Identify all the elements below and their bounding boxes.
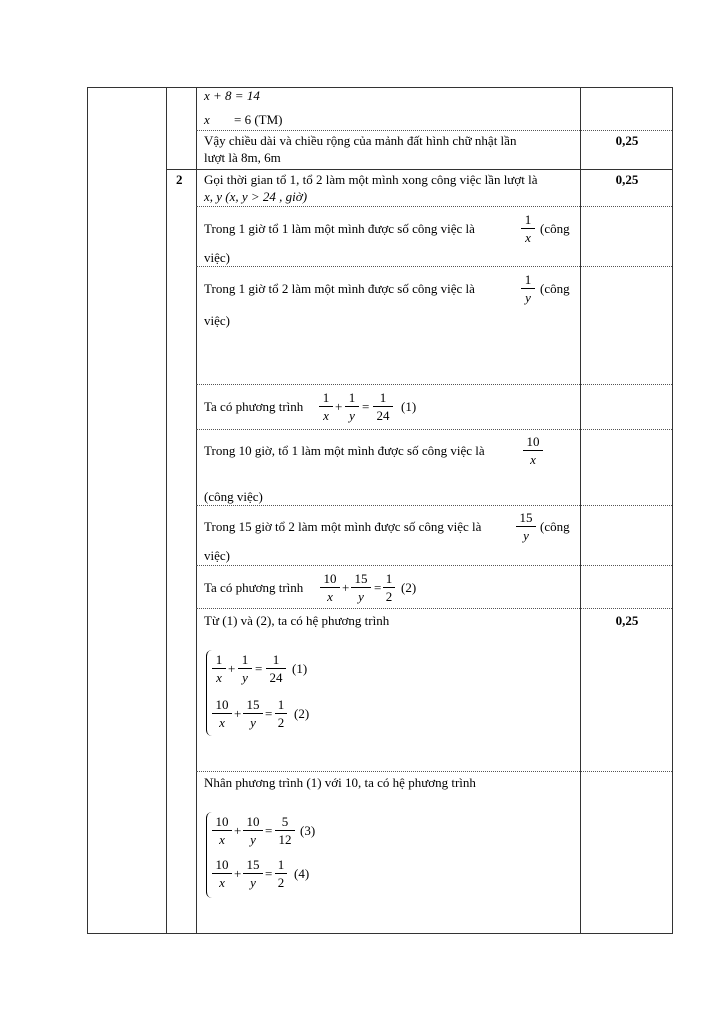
fifteen-unit: (công (540, 519, 570, 534)
denominator: x (219, 875, 225, 890)
intro-line-1: Gọi thời gian tổ 1, tổ 2 làm một mình xong công việc lần lượt là (204, 172, 538, 187)
numerator: 1 (272, 652, 280, 667)
row-separator (196, 505, 672, 506)
denominator: x (323, 408, 329, 423)
fifteen-hours-text: Trong 15 giờ tổ 2 làm một mình được số công việc là (204, 519, 482, 534)
fraction-15-over-y (243, 697, 263, 730)
denominator: y (349, 408, 355, 423)
denominator: x (327, 589, 333, 604)
score-cell: 0,25 (615, 133, 639, 148)
numerator: 15 (519, 510, 533, 525)
denominator: 2 (277, 715, 285, 730)
equation-intro: Ta có phương trình (204, 399, 304, 414)
denominator: 2 (385, 589, 393, 604)
team2-unit: (công (540, 281, 570, 296)
numerator: 10 (323, 571, 337, 586)
denominator: y (242, 670, 248, 685)
fraction-1-over-x (319, 390, 333, 423)
numerator: 1 (215, 652, 223, 667)
numerator: 10 (246, 814, 260, 829)
equals-sign: = (374, 580, 382, 595)
fraction-10-over-x (523, 434, 543, 467)
conclusion-line-2: lượt là 8m, 6m (204, 150, 281, 165)
fraction-10-over-x (320, 571, 340, 604)
system-label: (2) (294, 706, 310, 721)
numerator: 1 (277, 697, 285, 712)
numerator: 15 (246, 857, 260, 872)
equation-label: (2) (401, 580, 417, 595)
numerator: 15 (354, 571, 368, 586)
denominator: y (250, 832, 256, 847)
denominator: x (219, 832, 225, 847)
plus-sign: + (228, 661, 236, 676)
numerator: 5 (281, 814, 289, 829)
fraction-10-over-x (212, 697, 232, 730)
row-separator (196, 130, 672, 131)
ten-hours-text: Trong 10 giờ, tổ 1 làm một mình được số công việc là (204, 443, 485, 458)
equals-sign: = (265, 706, 273, 721)
denominator: 12 (278, 832, 292, 847)
team2-rate-text: Trong 1 giờ tổ 2 làm một mình được số công việc là (204, 281, 475, 296)
fraction-1-over-2 (383, 571, 395, 604)
fraction-1-over-y (521, 272, 535, 305)
fraction-1-over-2 (275, 857, 287, 890)
denominator: x (219, 715, 225, 730)
team2-unit-2: việc) (204, 313, 230, 328)
multiply-intro: Nhân phương trình (1) với 10, ta có hệ phương trình (204, 775, 476, 790)
numerator: 1 (385, 571, 393, 586)
equation-intro-2: Ta có phương trình (204, 580, 304, 595)
equation-x-equals-6: = 6 (TM) (234, 112, 283, 127)
equation-label: (1) (401, 399, 417, 414)
conclusion-line-1: Vậy chiều dài và chiều rộng của mảnh đất hình chữ nhật lần (204, 133, 517, 148)
equals-sign: = (362, 399, 370, 414)
system-label: (4) (294, 866, 310, 881)
plus-sign: + (234, 823, 242, 838)
fraction-10-over-x (212, 857, 232, 890)
numerator: 1 (241, 652, 249, 667)
numerator: 1 (322, 390, 330, 405)
equation-x-plus-8: x + 8 = 14 (204, 88, 260, 103)
fraction-15-over-y (351, 571, 371, 604)
plus-sign: + (335, 399, 343, 414)
row-separator (196, 565, 672, 566)
denominator: y (358, 589, 364, 604)
fraction-1-over-y (345, 390, 359, 423)
fraction-1-over-24 (266, 652, 286, 685)
fraction-5-over-12 (275, 814, 295, 847)
row-separator (196, 429, 672, 430)
denominator: 24 (376, 408, 390, 423)
part-number: 2 (176, 172, 183, 187)
system-label: (1) (292, 661, 308, 676)
fifteen-unit-2: việc) (204, 548, 230, 563)
numerator: 1 (379, 390, 387, 405)
ten-hours-unit: (công việc) (204, 489, 263, 504)
fraction-15-over-y (243, 857, 263, 890)
row-divider-part2 (166, 169, 672, 170)
numerator: 10 (215, 857, 229, 872)
column-divider-1 (166, 87, 167, 934)
numerator: 1 (348, 390, 356, 405)
fraction-1-over-x (521, 212, 535, 245)
numerator: 10 (526, 434, 540, 449)
fraction-1-over-2 (275, 697, 287, 730)
plus-sign: + (234, 866, 242, 881)
numerator: 10 (215, 697, 229, 712)
team1-unit-2: việc) (204, 250, 230, 265)
column-divider-2 (196, 87, 197, 934)
equals-sign: = (265, 866, 273, 881)
team1-rate-text: Trong 1 giờ tổ 1 làm một mình được số công việc là (204, 221, 475, 236)
denominator: x (216, 670, 222, 685)
numerator: 15 (246, 697, 260, 712)
row-separator (196, 771, 672, 772)
plus-sign: + (342, 580, 350, 595)
equals-sign: = (265, 823, 273, 838)
row-separator (196, 206, 672, 207)
row-separator (196, 266, 672, 267)
system-intro: Từ (1) và (2), ta có hệ phương trình (204, 613, 390, 628)
numerator: 1 (524, 212, 532, 227)
fraction-1-over-24 (373, 390, 393, 423)
plus-sign: + (234, 706, 242, 721)
fraction-10-over-x (212, 814, 232, 847)
equals-sign: = (255, 661, 263, 676)
fraction-1-over-x (212, 652, 226, 685)
score-cell: 0,25 (615, 613, 639, 628)
fraction-15-over-y (516, 510, 536, 543)
intro-line-2: x, y (x, y > 24 , giờ) (204, 189, 308, 204)
fraction-1-over-y (238, 652, 252, 685)
denominator: 2 (277, 875, 285, 890)
denominator: y (523, 528, 529, 543)
table-border-left (87, 87, 88, 934)
system-label: (3) (300, 823, 316, 838)
numerator: 1 (277, 857, 285, 872)
table-border-right (672, 87, 673, 934)
row-separator (196, 384, 672, 385)
fraction-10-over-y (243, 814, 263, 847)
column-divider-3 (580, 87, 581, 934)
denominator: y (250, 715, 256, 730)
denominator: 24 (269, 670, 283, 685)
score-cell: 0,25 (615, 172, 639, 187)
denominator: y (525, 290, 531, 305)
denominator: x (530, 452, 536, 467)
table-border-bottom (87, 933, 672, 934)
row-separator (196, 608, 672, 609)
equation-x-label: x (204, 112, 210, 127)
table-border-top (87, 87, 672, 88)
numerator: 10 (215, 814, 229, 829)
team1-unit: (công (540, 221, 570, 236)
numerator: 1 (524, 272, 532, 287)
denominator: y (250, 875, 256, 890)
denominator: x (525, 230, 531, 245)
